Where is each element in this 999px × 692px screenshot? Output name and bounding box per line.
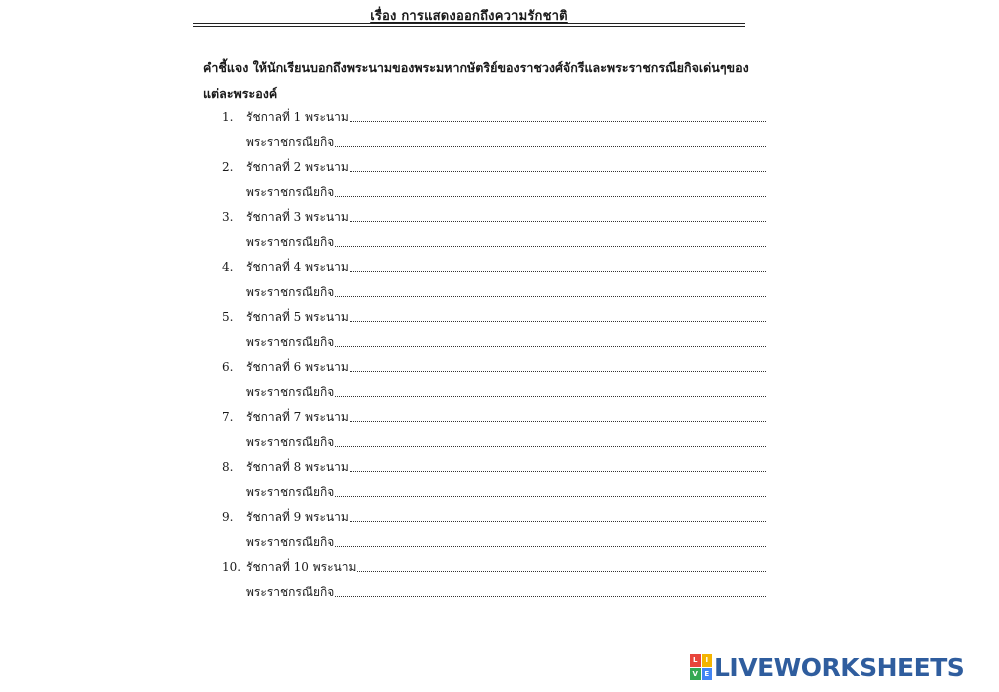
royal-duty-label: พระราชกรณียกิจ [246,435,335,449]
reign-name-label: รัชกาลที่ 9 พระนาม [246,510,349,524]
item-number: 8. [222,460,234,474]
royal-duty-answer-field[interactable] [335,136,766,147]
brand-name: LIVEWORKSHEETS [714,652,965,682]
question-item [0,558,999,608]
royal-duty-line [246,583,766,601]
instructions-text: คำชี้แจง ให้นักเรียนบอกถึงพระนามของพระมหากษัตริย์ของราชวงศ์จักรีและพระราชกรณียกิจเด่นๆของแต่ละพระองค์ [203,60,749,101]
item-number: 2. [222,160,234,174]
royal-duty-answer-field[interactable] [335,536,766,547]
reign-name-line [222,558,766,576]
royal-duty-line [246,183,766,201]
reign-name-answer-field[interactable] [350,361,766,372]
logo-letter: L [690,654,701,667]
question-item [0,508,999,558]
item-number: 1. [222,110,234,124]
item-number: 5. [222,310,234,324]
reign-name-answer-field[interactable] [357,561,766,572]
reign-name-label: รัชกาลที่ 7 พระนาม [246,410,349,424]
reign-name-answer-field[interactable] [350,261,766,272]
royal-duty-line [246,533,766,551]
title-divider-top [193,23,745,24]
reign-name-line [222,308,766,326]
reign-name-line [222,458,766,476]
reign-name-label: รัชกาลที่ 8 พระนาม [246,460,349,474]
reign-name-label: รัชกาลที่ 4 พระนาม [246,260,349,274]
royal-duty-line [246,133,766,151]
liveworksheets-logo[interactable] [690,652,964,682]
question-item [0,358,999,408]
royal-duty-label: พระราชกรณียกิจ [246,535,335,549]
item-number: 10. [222,560,242,574]
royal-duty-label: พระราชกรณียกิจ [246,385,335,399]
reign-name-label: รัชกาลที่ 3 พระนาม [246,210,349,224]
item-number: 7. [222,410,234,424]
royal-duty-answer-field[interactable] [335,436,766,447]
item-number: 9. [222,510,234,524]
question-item [0,258,999,308]
reign-name-line [222,408,766,426]
reign-name-answer-field[interactable] [350,111,766,122]
question-item [0,408,999,458]
reign-name-label: รัชกาลที่ 5 พระนาม [246,310,349,324]
royal-duty-line [246,433,766,451]
logo-letter: E [702,668,713,681]
reign-name-line [222,258,766,276]
royal-duty-answer-field[interactable] [335,236,766,247]
reign-name-label: รัชกาลที่ 10 พระนาม [246,560,357,574]
reign-name-line [222,208,766,226]
title-divider-bottom [193,26,745,27]
royal-duty-answer-field[interactable] [335,386,766,397]
royal-duty-label: พระราชกรณียกิจ [246,135,335,149]
royal-duty-label: พระราชกรณียกิจ [246,335,335,349]
royal-duty-answer-field[interactable] [335,286,766,297]
royal-duty-label: พระราชกรณียกิจ [246,235,335,249]
royal-duty-line [246,383,766,401]
royal-duty-answer-field[interactable] [335,186,766,197]
royal-duty-label: พระราชกรณียกิจ [246,285,335,299]
question-item [0,108,999,158]
item-number: 3. [222,210,234,224]
reign-name-answer-field[interactable] [350,511,766,522]
worksheet-title: เรื่อง การแสดงออกถึงความรักชาติ [370,9,568,24]
royal-duty-line [246,483,766,501]
reign-name-answer-field[interactable] [350,211,766,222]
royal-duty-answer-field[interactable] [335,586,766,597]
logo-letter: I [702,654,713,667]
royal-duty-label: พระราชกรณียกิจ [246,585,335,599]
reign-name-line [222,108,766,126]
reign-name-line [222,158,766,176]
question-item [0,308,999,358]
royal-duty-line [246,333,766,351]
live-logo-icon [690,654,712,680]
item-number: 6. [222,360,234,374]
reign-name-line [222,508,766,526]
reign-name-label: รัชกาลที่ 2 พระนาม [246,160,349,174]
reign-name-answer-field[interactable] [350,311,766,322]
royal-duty-answer-field[interactable] [335,336,766,347]
question-item [0,458,999,508]
reign-name-line [222,358,766,376]
reign-name-answer-field[interactable] [350,161,766,172]
reign-name-answer-field[interactable] [350,411,766,422]
royal-duty-answer-field[interactable] [335,486,766,497]
reign-name-label: รัชกาลที่ 6 พระนาม [246,360,349,374]
reign-name-answer-field[interactable] [350,461,766,472]
royal-duty-line [246,233,766,251]
royal-duty-line [246,283,766,301]
reign-name-label: รัชกาลที่ 1 พระนาม [246,110,349,124]
item-number: 4. [222,260,234,274]
question-item [0,158,999,208]
question-list [0,108,999,608]
question-item [0,208,999,258]
royal-duty-label: พระราชกรณียกิจ [246,485,335,499]
royal-duty-label: พระราชกรณียกิจ [246,185,335,199]
logo-letter: V [690,668,701,681]
